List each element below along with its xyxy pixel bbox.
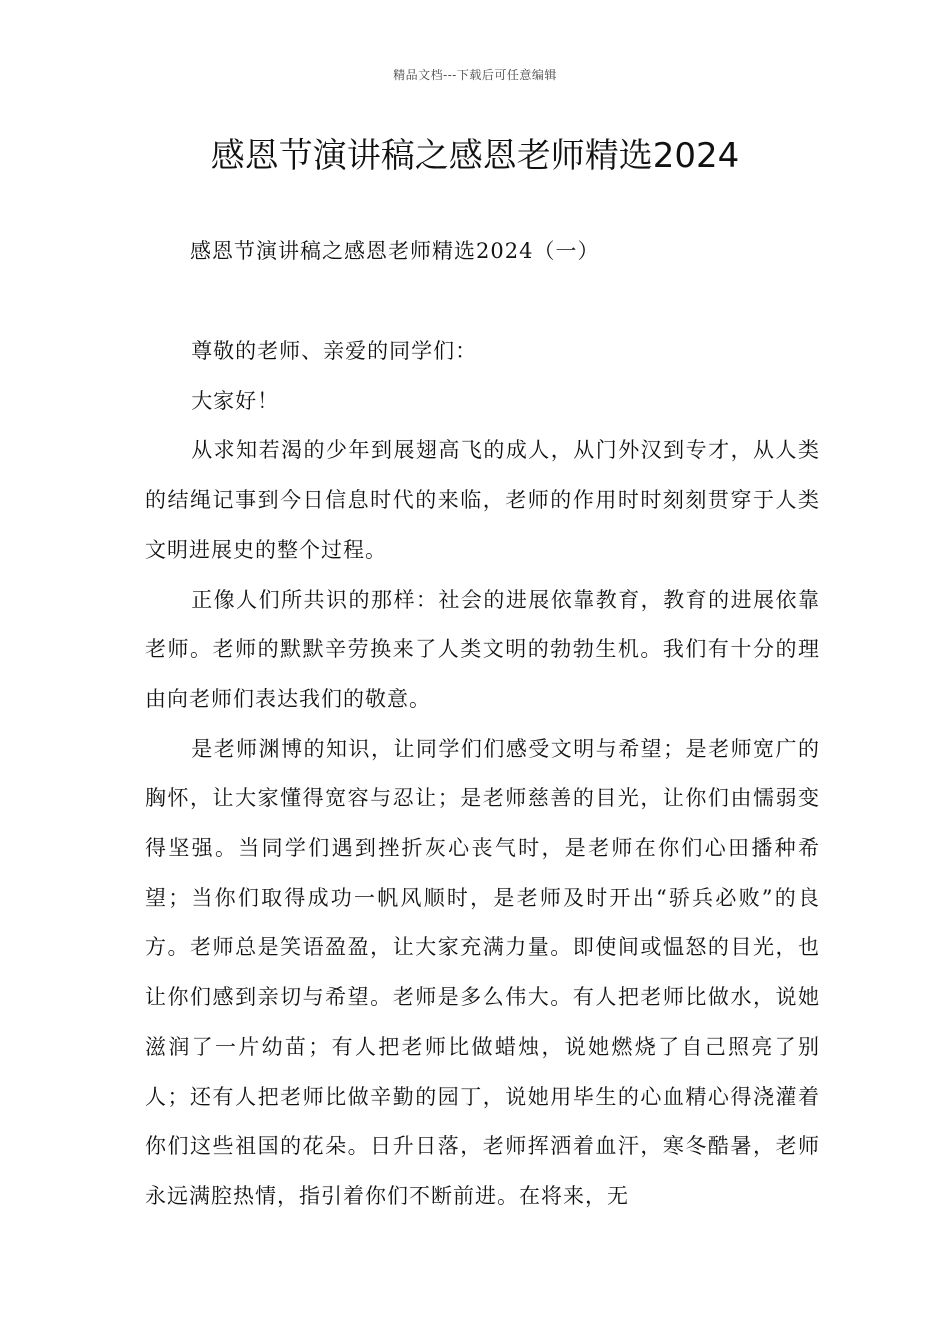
- body-paragraph: 是老师渊博的知识，让同学们们感受文明与希望；是老师宽广的胸怀，让大家懂得宽容与忍让；是老师慈善的目光，让你们由懦弱变得坚强。当同学们遇到挫折灰心丧气时，是老师在你们心田播种希望；当你们取得成功一帆风顺时，是老师及时开出“骄兵必败”的良方。老师总是笑语盈盈，让大家充满力量。即使间或愠怒的目光，也让你们感到亲切与希望。老师是多么伟大。有人把老师比做水，说她滋润了一片幼苗；有人把老师比做蜡烛，说她燃烧了自己照亮了别人；还有人把老师比做辛勤的园丁，说她用毕生的心血精心得浇灌着你们这些祖国的花朵。日升日落，老师挥洒着血汗，寒冬酷暑，老师永远满腔热情，指引着你们不断前进。在将来，无: [145, 736, 820, 1208]
- section-subtitle: 感恩节演讲稿之感恩老师精选2024（一）: [190, 239, 600, 263]
- salutation: 尊敬的老师、亲爱的同学们：: [191, 339, 478, 363]
- document-title: 感恩节演讲稿之感恩老师精选2024: [210, 136, 740, 176]
- greeting: 大家好！: [191, 388, 280, 413]
- body-paragraph: 正像人们所共识的那样：社会的进展依靠教育，教育的进展依靠老师。老师的默默辛劳换来了人类文明的勃勃生机。我们有十分的理由向老师们表达我们的敬意。: [145, 587, 820, 711]
- body-paragraph: 从求知若渴的少年到展翅高飞的成人，从门外汉到专才，从人类的结绳记事到今日信息时代的来临，老师的作用时时刻刻贯穿于人类文明进展史的整个过程。: [145, 438, 820, 562]
- header-note: 精品文档---下载后可任意编辑: [393, 68, 557, 82]
- document-body: [145, 327, 820, 1222]
